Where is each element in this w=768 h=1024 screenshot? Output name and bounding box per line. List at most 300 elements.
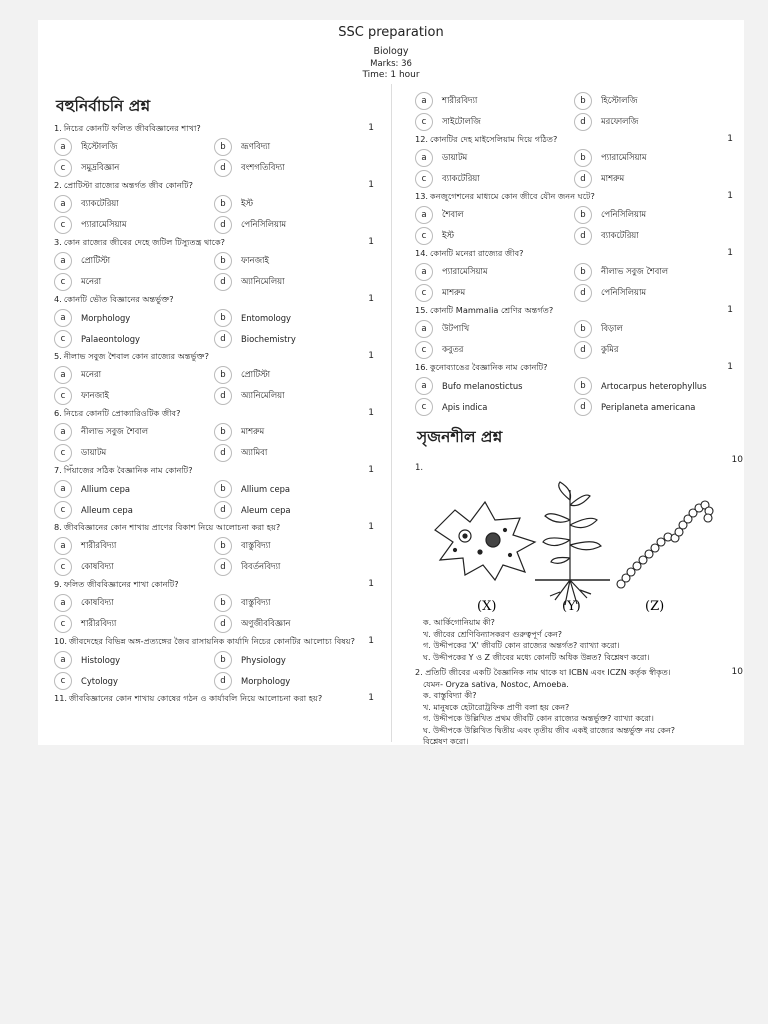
question-mark: 1	[368, 579, 374, 589]
option-d[interactable]	[214, 499, 374, 520]
option-a[interactable]	[54, 592, 214, 613]
creative-question-2	[415, 667, 743, 748]
option-letter-circle: a	[54, 480, 72, 498]
option-text: অ্যানিমেলিয়া	[241, 389, 285, 400]
option-b[interactable]	[214, 535, 374, 556]
question-number: 5.	[54, 351, 62, 361]
option-letter-circle: c	[415, 227, 433, 245]
option-letter-circle: b	[574, 320, 592, 338]
option-text: কবুতর	[442, 343, 464, 354]
option-letter-circle: c	[54, 501, 72, 519]
option-c[interactable]	[54, 157, 214, 178]
option-letter-circle: c	[54, 330, 72, 348]
question-number: 7.	[54, 465, 62, 475]
mcq-question	[415, 305, 733, 360]
option-text: Allium cepa	[81, 483, 131, 494]
option-letter-circle: d	[574, 398, 592, 416]
option-a[interactable]	[415, 375, 574, 396]
option-text: ফানজাই	[241, 254, 269, 265]
option-text: মনেরা	[81, 275, 102, 286]
option-text: Artocarpus heterophyllus	[601, 380, 707, 391]
option-letter-circle: d	[574, 284, 592, 302]
option-b[interactable]	[214, 193, 374, 214]
option-text: মাশরুম	[601, 172, 625, 183]
option-d[interactable]	[214, 214, 374, 235]
option-b[interactable]	[574, 261, 733, 282]
question-number: 2.	[54, 180, 62, 190]
question-text: জীবদেহের বিভিন্ন অঙ্গ-প্রত্যঙ্গের জৈব রাসায়নিক কার্যাদি নিচের কোনটির আলোচ্য বিষয়?	[69, 636, 355, 646]
question-text: কুনোব্যাঙের বৈজ্ঞানিক নাম কোনটি?	[430, 362, 548, 372]
option-letter-circle: b	[214, 537, 232, 555]
option-letter-circle: c	[54, 273, 72, 291]
option-c[interactable]	[54, 385, 214, 406]
question-number: 6.	[54, 408, 62, 418]
option-letter-circle: a	[54, 423, 72, 441]
option-text: মাশরুম	[241, 425, 265, 436]
question-stem	[54, 237, 374, 248]
option-text: বংশগতিবিদ্যা	[241, 161, 285, 172]
option-text: প্রোটিস্টা	[81, 254, 111, 265]
option-a[interactable]	[54, 364, 214, 385]
mcq-question	[54, 294, 374, 349]
option-text: বাস্তুবিদ্যা	[241, 539, 271, 550]
option-letter-circle: d	[214, 216, 232, 234]
cq2-sub-d-cont: বিশ্লেষণ করো।	[423, 737, 469, 746]
option-text: কোষবিদ্যা	[81, 560, 114, 571]
option-text: পেনিসিলিয়াম	[601, 286, 647, 297]
option-c[interactable]	[415, 396, 574, 417]
option-text: অণুজীববিজ্ঞান	[241, 617, 291, 628]
question-stem	[415, 362, 733, 373]
option-b[interactable]	[214, 136, 374, 157]
option-c[interactable]	[54, 670, 214, 691]
question-mark: 1	[368, 693, 374, 703]
question-mark: 1	[368, 180, 374, 190]
mcq-list-right	[415, 90, 733, 417]
option-b[interactable]	[214, 478, 374, 499]
option-d[interactable]	[214, 385, 374, 406]
question-stem	[54, 180, 374, 191]
left-column	[54, 90, 374, 706]
option-letter-circle: d	[214, 558, 232, 576]
option-text: উটপাখি	[442, 322, 470, 333]
option-c[interactable]	[415, 225, 574, 246]
option-letter-circle: b	[214, 138, 232, 156]
option-grid	[54, 478, 374, 520]
option-text: Palaeontology	[81, 333, 140, 344]
option-letter-circle: a	[415, 92, 433, 110]
question-mark: 1	[368, 294, 374, 304]
option-text: নীলাভ সবুজ শৈবাল	[601, 265, 668, 276]
option-text: প্যারামেসিয়াম	[442, 265, 488, 276]
option-d[interactable]	[214, 328, 374, 349]
option-letter-circle: b	[574, 206, 592, 224]
option-text: Alleum cepa	[81, 504, 133, 515]
cq-number: 1.	[415, 463, 424, 473]
option-b[interactable]	[214, 250, 374, 271]
mcq-question-continued	[415, 90, 733, 132]
option-letter-circle: b	[214, 651, 232, 669]
option-text: মনেরা	[81, 368, 102, 379]
question-number: 1.	[54, 123, 62, 133]
option-a[interactable]	[415, 147, 574, 168]
option-text: মরফোলজি	[601, 115, 639, 126]
option-letter-circle: a	[54, 252, 72, 270]
question-number: 4.	[54, 294, 62, 304]
cq2-sub-d: ঘ. উদ্দীপকে উল্লিখিত দ্বিতীয় এবং তৃতীয় জীব একই রাজ্যের অন্তর্ভুক্ত নয় কেন?	[423, 725, 676, 735]
option-a[interactable]	[54, 421, 214, 442]
option-letter-circle: d	[214, 444, 232, 462]
option-a[interactable]	[54, 478, 214, 499]
question-mark: 1	[368, 351, 374, 361]
option-text: Morphology	[241, 675, 291, 686]
option-text: শারীরবিদ্যা	[81, 617, 117, 628]
option-text: পেনিসিলিয়াম	[601, 208, 647, 219]
option-text: Entomology	[241, 312, 292, 323]
option-d[interactable]	[574, 111, 733, 132]
option-b[interactable]	[214, 592, 374, 613]
option-a[interactable]	[54, 535, 214, 556]
question-number: 8.	[54, 522, 62, 532]
option-text: Morphology	[81, 312, 131, 323]
option-letter-circle: c	[415, 398, 433, 416]
question-text: নিচের কোনটি ফলিত জীববিজ্ঞানের শাখা?	[63, 123, 201, 133]
cq2-stem	[415, 667, 733, 679]
mcq-question	[54, 693, 374, 704]
option-a[interactable]	[54, 136, 214, 157]
option-c[interactable]	[54, 214, 214, 235]
option-letter-circle: b	[214, 423, 232, 441]
question-stem	[415, 134, 733, 145]
question-text: ফলিত জীববিজ্ঞানের শাখা কোনটি?	[63, 579, 179, 589]
option-letter-circle: a	[54, 537, 72, 555]
question-text: কোনটি মনেরা রাজ্যের জীব?	[430, 248, 524, 258]
option-d[interactable]	[574, 396, 733, 417]
option-text: বিড়াল	[601, 322, 623, 333]
cq1-sub-d: ঘ. উদ্দীপকের Y ও Z জীবের মধ্যে কোনটি অধিক উন্নত? বিশ্লেষণ করো।	[423, 652, 650, 662]
question-text: কোনটি Mammalia শ্রেণির অন্তর্গত?	[430, 305, 554, 315]
mcq-question	[54, 408, 374, 463]
mcq-question	[54, 522, 374, 577]
option-text: প্যারামেসিয়াম	[81, 218, 127, 229]
option-letter-circle: c	[54, 159, 72, 177]
option-text: Cytology	[81, 675, 118, 686]
question-number: 14.	[415, 248, 429, 258]
cq2-sub-b: খ. মানুষকে হেটারোট্রফিক প্রাণী বলা হয় কেন?	[423, 702, 570, 712]
figure-label-y: (Y)	[562, 599, 581, 614]
figure-label-x: (X)	[477, 599, 497, 614]
option-a[interactable]	[415, 318, 574, 339]
option-text: হিস্টোলজি	[81, 140, 118, 151]
cq-number: 2.	[415, 668, 423, 677]
question-mark: 1	[368, 123, 374, 133]
right-column	[415, 88, 743, 748]
option-grid	[54, 592, 374, 634]
option-a[interactable]	[415, 204, 574, 225]
question-stem	[54, 579, 374, 590]
question-text: পিঁয়াজের সঠিক বৈজ্ঞানিক নাম কোনটি?	[63, 465, 193, 475]
option-text: ইস্ট	[442, 229, 454, 240]
question-mark: 1	[727, 134, 733, 144]
option-letter-circle: d	[214, 615, 232, 633]
option-a[interactable]	[54, 649, 214, 670]
option-letter-circle: d	[214, 672, 232, 690]
option-text: শারীরবিদ্যা	[81, 539, 117, 550]
option-a[interactable]	[54, 250, 214, 271]
question-paper	[38, 20, 744, 745]
question-number: 16.	[415, 362, 429, 372]
option-text: Aleum cepa	[241, 504, 291, 515]
mcq-question	[415, 362, 733, 417]
option-a[interactable]	[415, 261, 574, 282]
option-a[interactable]	[54, 193, 214, 214]
option-text: মাশরুম	[442, 286, 466, 297]
option-letter-circle: d	[214, 273, 232, 291]
option-text: পেনিসিলিয়াম	[241, 218, 287, 229]
organisms-figure	[425, 480, 715, 615]
option-letter-circle: c	[54, 615, 72, 633]
option-letter-circle: d	[214, 159, 232, 177]
option-letter-circle: b	[214, 366, 232, 384]
cq1-sub-c: গ. উদ্দীপকের 'X' জীবটি কোন রাজ্যের অন্তর্গত? ব্যাখ্যা করো।	[423, 641, 620, 650]
option-letter-circle: a	[415, 149, 433, 167]
option-grid	[54, 250, 374, 292]
option-b[interactable]	[574, 375, 733, 396]
question-mark: 1	[727, 248, 733, 258]
option-letter-circle: b	[214, 309, 232, 327]
option-letter-circle: a	[54, 309, 72, 327]
option-grid	[54, 364, 374, 406]
question-stem	[415, 191, 733, 202]
option-letter-circle: b	[214, 252, 232, 270]
option-letter-circle: c	[415, 113, 433, 131]
question-mark: 1	[368, 636, 374, 646]
cq1-sub-a: ক. আর্কিগোনিয়াম কী?	[423, 618, 495, 627]
option-a[interactable]	[415, 90, 574, 111]
option-text: শৈবাল	[442, 208, 464, 219]
paper-title: SSC preparation	[338, 25, 444, 40]
option-text: প্যারামেসিয়াম	[601, 151, 647, 162]
option-d[interactable]	[214, 157, 374, 178]
option-c[interactable]	[415, 168, 574, 189]
option-letter-circle: a	[415, 320, 433, 338]
question-stem	[54, 636, 374, 647]
option-text: Histology	[81, 654, 121, 665]
question-number: 13.	[415, 191, 429, 201]
cq2-stem-text: প্রতিটি জীবের একটি বৈজ্ঞানিক নাম থাকে যা ICBN এবং ICZN কর্তৃক স্বীকৃত।	[425, 668, 671, 677]
mcq-list-left	[54, 123, 374, 704]
creative-question-1	[415, 455, 743, 663]
option-grid	[415, 261, 733, 303]
mcq-heading: বহুনির্বাচনি প্রশ্ন	[56, 97, 151, 115]
column-divider	[391, 84, 392, 742]
question-stem	[54, 123, 374, 134]
option-letter-circle: d	[574, 227, 592, 245]
question-mark: 1	[368, 522, 374, 532]
question-text: কোনটি ভৌত বিজ্ঞানের অন্তর্ভুক্ত?	[63, 294, 174, 304]
option-a[interactable]	[54, 307, 214, 328]
option-letter-circle: b	[214, 480, 232, 498]
option-d[interactable]	[574, 168, 733, 189]
option-letter-circle: c	[54, 672, 72, 690]
question-number: 15.	[415, 305, 429, 315]
question-text: কনজুগেশনের মাধ্যমে কোন জীবে যৌন জনন ঘটে?	[430, 191, 595, 201]
option-b[interactable]	[574, 90, 733, 111]
option-d[interactable]	[214, 442, 374, 463]
option-d[interactable]	[214, 556, 374, 577]
question-text: কোন রাজ্যের জীবের দেহে জটিল টিস্যুতন্ত্র থাকে?	[63, 237, 226, 247]
question-mark: 1	[727, 362, 733, 372]
option-c[interactable]	[415, 282, 574, 303]
question-number: 9.	[54, 579, 62, 589]
option-text: ইস্ট	[241, 197, 253, 208]
option-c[interactable]	[415, 339, 574, 360]
option-text: সমুদ্রবিজ্ঞান	[81, 161, 120, 172]
option-letter-circle: d	[214, 330, 232, 348]
cq-marks: 10	[731, 455, 743, 465]
cq2-stem-examples: যেমন- Oryza sativa, Nostoc, Amoeba.	[423, 679, 569, 689]
option-text: Bufo melanostictus	[442, 380, 523, 391]
option-letter-circle: d	[214, 501, 232, 519]
option-text: Biochemistry	[241, 333, 296, 344]
figure-label-z: (Z)	[645, 599, 665, 614]
option-b[interactable]	[574, 204, 733, 225]
paper-header	[38, 20, 744, 80]
option-letter-circle: c	[415, 341, 433, 359]
option-letter-circle: a	[54, 195, 72, 213]
option-letter-circle: a	[415, 206, 433, 224]
option-grid	[54, 193, 374, 235]
option-letter-circle: c	[54, 216, 72, 234]
option-grid	[54, 535, 374, 577]
option-c[interactable]	[54, 556, 214, 577]
mcq-question	[54, 636, 374, 691]
option-c[interactable]	[415, 111, 574, 132]
option-b[interactable]	[214, 421, 374, 442]
question-number: 3.	[54, 237, 62, 247]
option-text: ফানজাই	[81, 389, 109, 400]
mcq-question	[54, 180, 374, 235]
question-mark: 1	[368, 465, 374, 475]
option-grid	[54, 649, 374, 691]
option-grid	[415, 90, 733, 132]
cq-marks: 10	[731, 667, 743, 677]
option-letter-circle: c	[54, 558, 72, 576]
question-stem	[54, 693, 374, 704]
option-letter-circle: b	[574, 149, 592, 167]
option-b[interactable]	[214, 307, 374, 328]
option-letter-circle: d	[574, 170, 592, 188]
plant-drawing	[535, 482, 610, 605]
question-stem	[54, 351, 374, 362]
question-mark: 1	[727, 191, 733, 201]
option-text: ভ্রূণবিদ্যা	[241, 140, 271, 151]
option-letter-circle: b	[574, 377, 592, 395]
option-d[interactable]	[574, 339, 733, 360]
subject-label: Biology	[373, 46, 409, 57]
option-text: Periplaneta americana	[601, 401, 696, 412]
option-text: কুমির	[601, 343, 619, 354]
option-text: ব্যাকটেরিয়া	[601, 229, 639, 240]
question-stem	[54, 465, 374, 476]
question-stem	[415, 248, 733, 259]
marks-label: Marks: 36	[370, 59, 412, 69]
question-text: প্রোটিস্টা রাজ্যের অন্তর্গত জীব কোনটি?	[63, 180, 193, 190]
option-letter-circle: a	[54, 138, 72, 156]
question-stem	[415, 305, 733, 316]
option-letter-circle: a	[54, 651, 72, 669]
mcq-question	[54, 579, 374, 634]
option-letter-circle: c	[54, 387, 72, 405]
cq1-sub-b: খ. জীবের শ্রেণিবিন্যাসকরণ গুরুত্বপূর্ণ কেন?	[423, 629, 563, 639]
option-grid	[54, 307, 374, 349]
cq2-sub-c: গ. উদ্দীপকে উল্লিখিত প্রথম জীবটি কোন রাজ্যের অন্তর্ভুক্ত? ব্যাখ্যা করো।	[423, 714, 654, 723]
cq-heading: সৃজনশীল প্রশ্ন	[417, 428, 503, 446]
cq2-sub-a: ক. বাস্তুবিদ্যা কী?	[423, 691, 477, 700]
option-letter-circle: b	[574, 263, 592, 281]
question-text: জীববিজ্ঞানের কোন শাখায় কোষের গঠন ও কার্যাবলি নিয়ে আলোচনা করা হয়?	[69, 693, 323, 703]
mcq-question	[54, 123, 374, 178]
amoeba-drawing	[435, 502, 535, 580]
option-letter-circle: d	[214, 387, 232, 405]
mcq-question	[54, 237, 374, 292]
option-c[interactable]	[54, 499, 214, 520]
option-b[interactable]	[214, 649, 374, 670]
option-b[interactable]	[574, 147, 733, 168]
option-text: বিবর্তনবিদ্যা	[241, 560, 281, 571]
mcq-question	[54, 351, 374, 406]
question-text: কোনটির দেহ মাইসেলিয়াম দিয়ে গঠিত?	[430, 134, 558, 144]
option-c[interactable]	[54, 271, 214, 292]
option-letter-circle: a	[415, 377, 433, 395]
option-d[interactable]	[214, 613, 374, 634]
option-text: অ্যানিমেলিয়া	[241, 275, 285, 286]
option-letter-circle: a	[415, 263, 433, 281]
mcq-question	[415, 248, 733, 303]
option-text: নীলাভ সবুজ শৈবাল	[81, 425, 148, 436]
mcq-question	[415, 134, 733, 189]
option-letter-circle: d	[574, 113, 592, 131]
option-text: ব্যাকটেরিয়া	[81, 197, 119, 208]
option-b[interactable]	[214, 364, 374, 385]
option-text: Physiology	[241, 654, 286, 665]
question-number: 10.	[54, 636, 68, 646]
question-text: জীববিজ্ঞানের কোন শাখায় প্রাণের বিকাশ নিয়ে আলোচনা করা হয়?	[63, 522, 281, 532]
option-c[interactable]	[54, 613, 214, 634]
question-text: নিচের কোনটি প্রোক্যারিওটিক জীব?	[63, 408, 181, 418]
option-text: ডায়াটম	[81, 446, 107, 457]
option-d[interactable]	[214, 670, 374, 691]
option-grid	[415, 318, 733, 360]
option-c[interactable]	[54, 328, 214, 349]
option-grid	[54, 136, 374, 178]
option-letter-circle: c	[415, 170, 433, 188]
option-letter-circle: c	[415, 284, 433, 302]
option-d[interactable]	[214, 271, 374, 292]
option-text: Allium cepa	[241, 483, 291, 494]
option-text: কোষবিদ্যা	[81, 596, 114, 607]
option-text: ডায়াটম	[442, 151, 468, 162]
option-grid	[415, 375, 733, 417]
option-text: ব্যাকটেরিয়া	[442, 172, 480, 183]
option-c[interactable]	[54, 442, 214, 463]
option-grid	[54, 421, 374, 463]
option-d[interactable]	[574, 282, 733, 303]
option-b[interactable]	[574, 318, 733, 339]
option-d[interactable]	[574, 225, 733, 246]
question-number: 11.	[54, 693, 68, 703]
option-text: হিস্টোলজি	[601, 94, 638, 105]
